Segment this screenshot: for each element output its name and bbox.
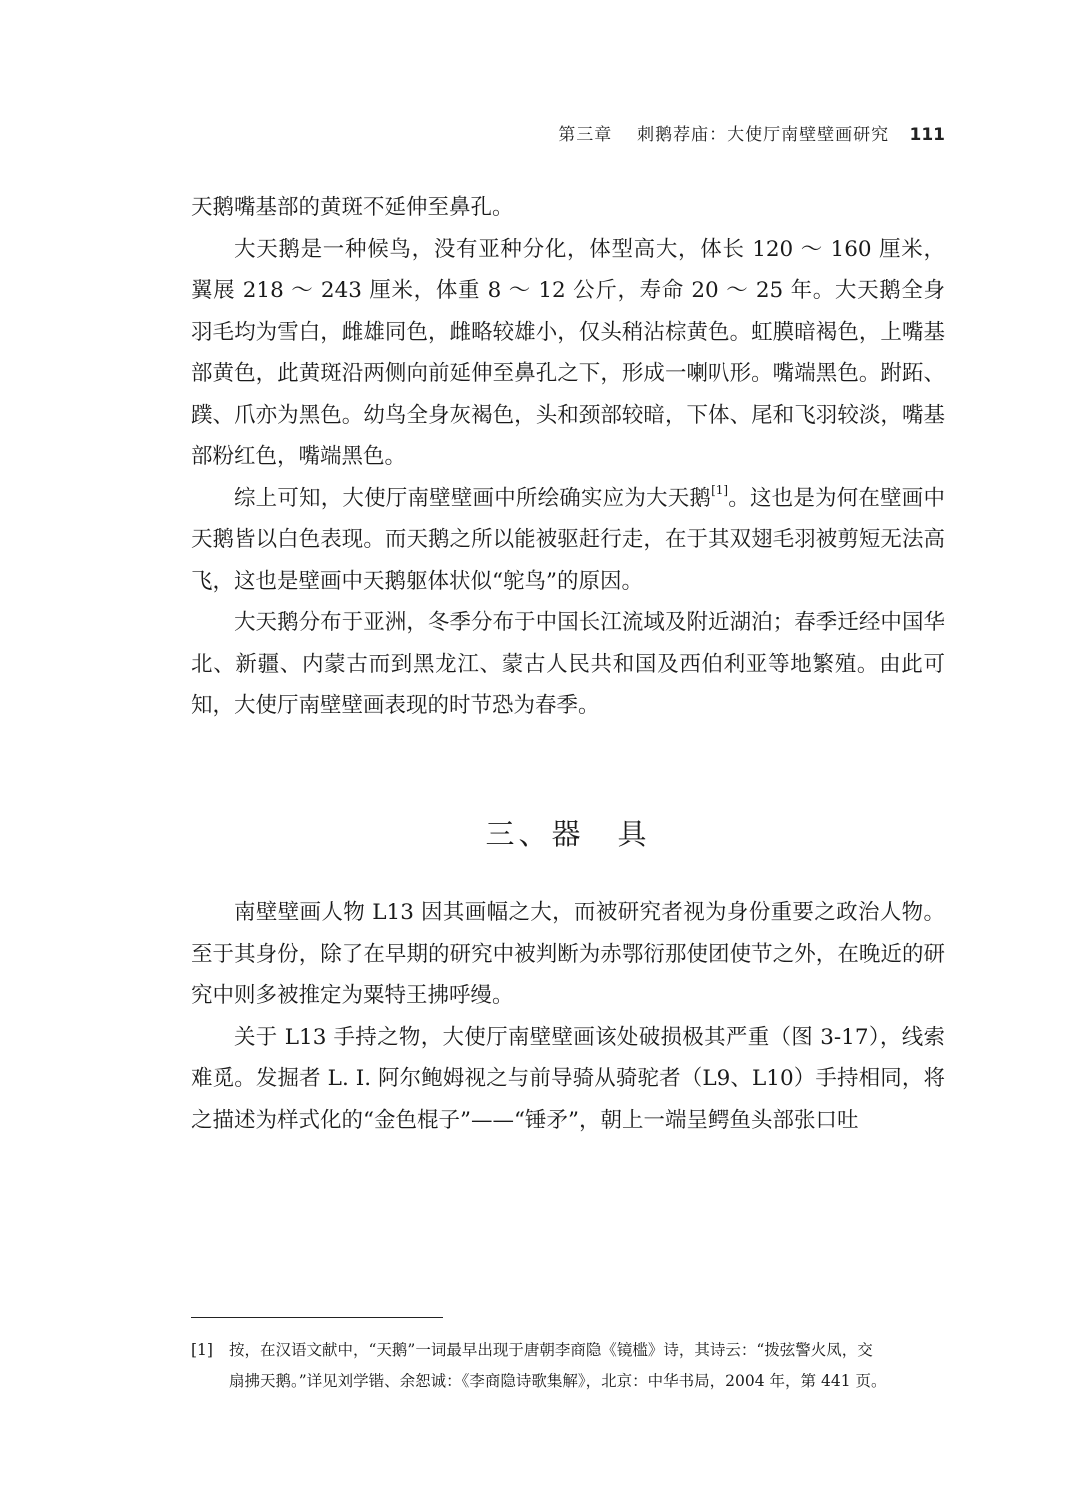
paragraph-conclusion bbox=[191, 478, 945, 603]
footnote-line-2: 扇拂天鹅。”详见刘学锴、余恕诚：《李商隐诗歌集解》，北京：中华书局，2004 年，第 441 页。 bbox=[229, 1372, 887, 1390]
paragraph-conclusion-start: 综上可知，大使厅南壁壁画中所绘确实应为大天鹅 bbox=[234, 485, 712, 511]
footnote-text-1: 按，在汉语文献中，“天鹅”一词最早出现于唐朝李商隐《镜槛》诗，其诗云：“拨弦警火凤，交 bbox=[229, 1341, 873, 1359]
paragraph-continued: 天鹅嘴基部的黄斑不延伸至鼻孔。 bbox=[191, 195, 514, 220]
paragraph-distribution: 大天鹅分布于亚洲，冬季分布于中国长江流域及附近湖泊；春季迁经中国华北、新疆、内蒙古而到黑龙江、蒙古人民共和国及西伯利亚等地繁殖。由此可知，大使厅南壁壁画表现的时节恐为春季。 bbox=[191, 610, 945, 718]
footnote bbox=[191, 1335, 945, 1397]
footnote-line-1 bbox=[191, 1335, 945, 1366]
footnote-reference[interactable]: [1] bbox=[711, 482, 729, 497]
paragraph-whooper-swan: 大天鹅是一种候鸟，没有亚种分化，体型高大，体长 120 ～ 160 厘米，翼展 218 ～ 243 厘米，体重 8 ～ 12 公斤，寿命 20 ～ 25 年。大天鹅全身羽毛均为雪白，雌雄同色，雌略较雄小，仅头稍沾棕黄色。虹膜暗褐色，上嘴基部黄色，此黄斑沿两侧向前延伸至鼻孔之下，形成一喇叭形。嘴端黑色。跗跖、蹼、爪亦为黑色。幼鸟全身灰褐色，头和颈部较暗，下体、尾和飞羽较淡，嘴基部粉红色，嘴端黑色。 bbox=[191, 236, 945, 469]
chapter-title: 刺鹅荐庙：大使厅南壁壁画研究 bbox=[637, 125, 890, 145]
paragraph-conclusion-end: 。这也是为何在壁画中天鹅皆以白色表现。而天鹅之所以能被驱赶行走，在于其双翅毛羽被剪短无法高飞，这也是壁画中天鹅躯体状似“鸵鸟”的原因。 bbox=[191, 485, 945, 594]
section-heading: 三、器 具 bbox=[485, 817, 651, 851]
section-implements-text bbox=[191, 892, 945, 1141]
paragraph-l13-figure: 南壁壁画人物 L13 因其画幅之大，而被研究者视为身份重要之政治人物。至于其身份，除了在早期的研究中被判断为赤鄂衍那使团使节之外，在晚近的研究中则多被推定为粟特王拂呼缦。 bbox=[191, 900, 945, 1008]
chapter-label: 第三章 bbox=[558, 125, 613, 145]
running-header bbox=[558, 120, 945, 145]
section-swan-text bbox=[191, 187, 945, 727]
footnote-marker: [1] bbox=[191, 1341, 213, 1359]
paragraph-l13-object: 关于 L13 手持之物，大使厅南壁壁画该处破损极其严重（图 3-17），线索难觅。发掘者 L. I. 阿尔鲍姆视之与前导骑从骑驼者（L9、L10）手持相同，将之描述为样式化的“金色棍子”——“锤矛”，朝上一端呈鳄鱼头部张口吐 bbox=[191, 1024, 945, 1133]
page-number: 111 bbox=[909, 125, 945, 145]
footnote-divider bbox=[191, 1317, 443, 1318]
